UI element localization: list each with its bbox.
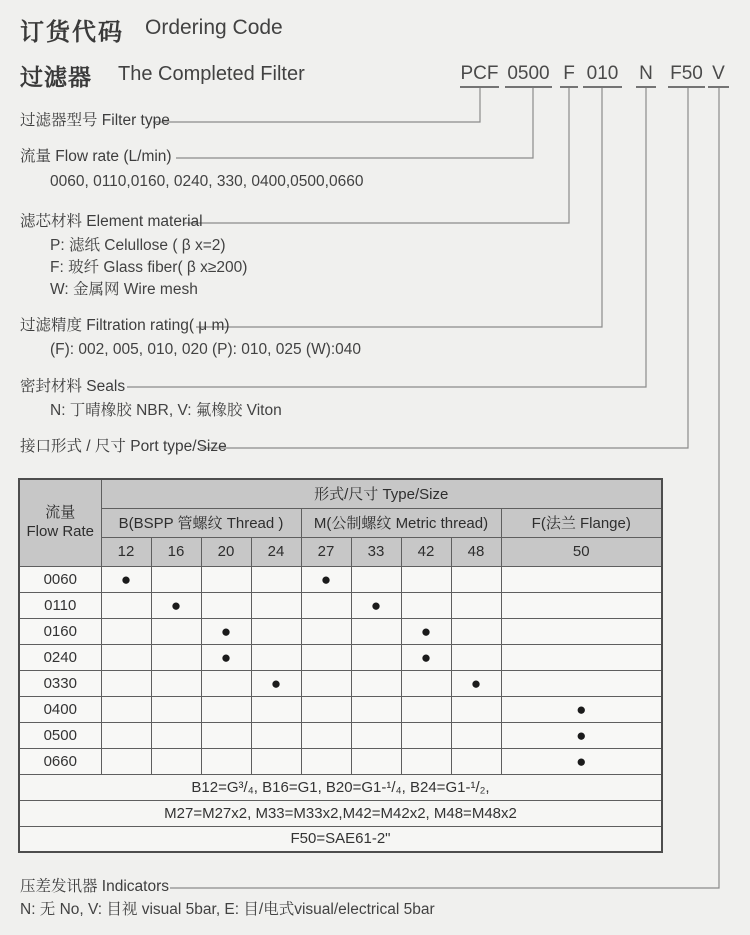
dot-cell (401, 748, 451, 774)
table-row (19, 644, 662, 670)
dot-cell (301, 696, 351, 722)
filter-type-label: 过滤器型号 Filter type (20, 112, 170, 129)
port-type-label: 接口形式 / 尺寸 Port type/Size (20, 438, 227, 455)
filtration-rating-label: 过滤精度 Filtration rating( μ m) (20, 317, 230, 334)
ordering-code-segment-port-size: F50 (668, 62, 705, 88)
table-header-flow-rate-en: Flow Rate (26, 522, 95, 540)
dot-cell (151, 618, 201, 644)
dot-cell (151, 670, 201, 696)
dot-cell (151, 722, 201, 748)
dot-cell (351, 722, 401, 748)
dot-cell (351, 644, 401, 670)
dot-cell: ● (351, 592, 401, 618)
element-material-option-wire-mesh: W: 金属网 Wire mesh (50, 281, 198, 298)
dot-cell (251, 722, 301, 748)
dot-cell (101, 592, 151, 618)
dot-cell: ● (501, 696, 662, 722)
flow-rate-cell: 0110 (19, 592, 101, 618)
dot-cell (301, 748, 351, 774)
flow-rate-values: 0060, 0110,0160, 0240, 330, 0400,0500,0660 (50, 173, 364, 190)
dot-cell: ● (151, 592, 201, 618)
table-note-flange-equivalents: F50=SAE61-2" (19, 826, 662, 852)
flow-rate-cell: 0500 (19, 722, 101, 748)
dot-cell (101, 748, 151, 774)
ordering-code-segment-filtration-rating: 010 (583, 62, 622, 88)
size-header-20: 20 (201, 537, 251, 566)
dot-cell (451, 618, 501, 644)
dot-cell (151, 696, 201, 722)
ordering-code-segment-element-material: F (560, 62, 578, 88)
section-title-cn: 过滤器 (20, 64, 92, 90)
dot-cell (401, 696, 451, 722)
dot-cell (301, 592, 351, 618)
dot-cell (151, 748, 201, 774)
dot-cell (401, 670, 451, 696)
table-row (19, 670, 662, 696)
flow-rate-cell: 0400 (19, 696, 101, 722)
flow-rate-cell: 0060 (19, 566, 101, 592)
dot-cell (151, 566, 201, 592)
table-row (19, 748, 662, 774)
dot-cell (101, 722, 151, 748)
dot-cell (201, 670, 251, 696)
dot-cell (451, 566, 501, 592)
flow-rate-cell: 0660 (19, 748, 101, 774)
table-row (19, 696, 662, 722)
table-row (19, 722, 662, 748)
table-header-flow-rate (19, 479, 101, 566)
dot-cell (451, 696, 501, 722)
flow-rate-cell: 0330 (19, 670, 101, 696)
size-header-50: 50 (501, 537, 662, 566)
dot-cell (101, 644, 151, 670)
dot-cell (251, 618, 301, 644)
dot-cell (401, 566, 451, 592)
size-header-27: 27 (301, 537, 351, 566)
dot-cell (451, 644, 501, 670)
dot-cell (201, 566, 251, 592)
flow-rate-cell: 0160 (19, 618, 101, 644)
dot-cell (301, 722, 351, 748)
dot-cell (501, 618, 662, 644)
dot-cell (201, 722, 251, 748)
table-header-type-size: 形式/尺寸 Type/Size (101, 479, 662, 508)
dot-cell (351, 696, 401, 722)
flow-rate-label: 流量 Flow rate (L/min) (20, 148, 172, 165)
port-size-table (18, 478, 663, 853)
dot-cell (301, 644, 351, 670)
dot-cell: ● (201, 618, 251, 644)
dot-cell (451, 722, 501, 748)
flow-rate-cell: 0240 (19, 644, 101, 670)
dot-cell (101, 670, 151, 696)
filtration-rating-values: (F): 002, 005, 010, 020 (P): 010, 025 (W):040 (50, 341, 362, 358)
dot-cell (351, 566, 401, 592)
table-row (19, 592, 662, 618)
dot-cell (101, 696, 151, 722)
size-header-48: 48 (451, 537, 501, 566)
dot-cell (251, 566, 301, 592)
dot-cell (251, 592, 301, 618)
dot-cell (351, 748, 401, 774)
dot-cell: ● (501, 748, 662, 774)
dot-cell: ● (201, 644, 251, 670)
dot-cell: ● (501, 722, 662, 748)
table-row (19, 618, 662, 644)
ordering-code-segment-seals: N (636, 62, 656, 88)
indicators-values: N: 无 No, V: 目视 visual 5bar, E: 目/电式visual/electrical 5bar (20, 901, 435, 918)
dot-cell (201, 592, 251, 618)
ordering-code-segment-flow-rate: 0500 (505, 62, 552, 88)
dot-cell: ● (451, 670, 501, 696)
element-material-option-glass-fiber: F: 玻纤 Glass fiber( β x≥200) (50, 259, 248, 276)
dot-cell: ● (401, 618, 451, 644)
dot-cell (101, 618, 151, 644)
dot-cell (451, 592, 501, 618)
dot-cell (201, 696, 251, 722)
size-header-16: 16 (151, 537, 201, 566)
dot-cell (151, 644, 201, 670)
dot-cell: ● (301, 566, 351, 592)
dot-cell (501, 670, 662, 696)
dot-cell: ● (401, 644, 451, 670)
dot-cell (501, 566, 662, 592)
dot-cell: ● (101, 566, 151, 592)
indicators-label: 压差发讯器 Indicators (20, 878, 170, 895)
dot-cell (301, 670, 351, 696)
table-row (19, 566, 662, 592)
page-title-en: Ordering Code (145, 16, 283, 39)
dot-cell (251, 748, 301, 774)
page-title-cn: 订货代码 (20, 19, 124, 46)
seals-label: 密封材料 Seals (20, 378, 126, 395)
section-title-en: The Completed Filter (118, 63, 305, 85)
ordering-code-segment-filter-type: PCF (460, 62, 499, 88)
table-header-metric-thread: M(公制螺纹 Metric thread) (301, 508, 501, 537)
dot-cell (401, 722, 451, 748)
seals-values: N: 丁晴橡胶 NBR, V: 氟橡胶 Viton (50, 402, 282, 419)
size-header-33: 33 (351, 537, 401, 566)
dot-cell (501, 644, 662, 670)
ordering-code-segment-indicator: V (708, 62, 729, 88)
element-material-option-cellulose: P: 滤纸 Celullose ( β x=2) (50, 237, 226, 254)
dot-cell (401, 592, 451, 618)
size-header-12: 12 (101, 537, 151, 566)
table-note-bspp-equivalents: B12=G³/₄, B16=G1, B20=G1-¹/₄, B24=G1-¹/₂, (19, 774, 662, 800)
table-header-bspp-thread: B(BSPP 管螺纹 Thread ) (101, 508, 301, 537)
dot-cell (501, 592, 662, 618)
dot-cell (351, 670, 401, 696)
dot-cell (251, 696, 301, 722)
dot-cell (251, 644, 301, 670)
size-header-24: 24 (251, 537, 301, 566)
table-header-flow-rate-cn: 流量 (45, 504, 76, 521)
dot-cell (301, 618, 351, 644)
table-note-metric-equivalents: M27=M27x2, M33=M33x2,M42=M42x2, M48=M48x2 (19, 800, 662, 826)
size-header-42: 42 (401, 537, 451, 566)
table-header-flange: F(法兰 Flange) (501, 508, 662, 537)
element-material-label: 滤芯材料 Element material (20, 213, 203, 230)
dot-cell (451, 748, 501, 774)
dot-cell (351, 618, 401, 644)
dot-cell: ● (251, 670, 301, 696)
dot-cell (201, 748, 251, 774)
